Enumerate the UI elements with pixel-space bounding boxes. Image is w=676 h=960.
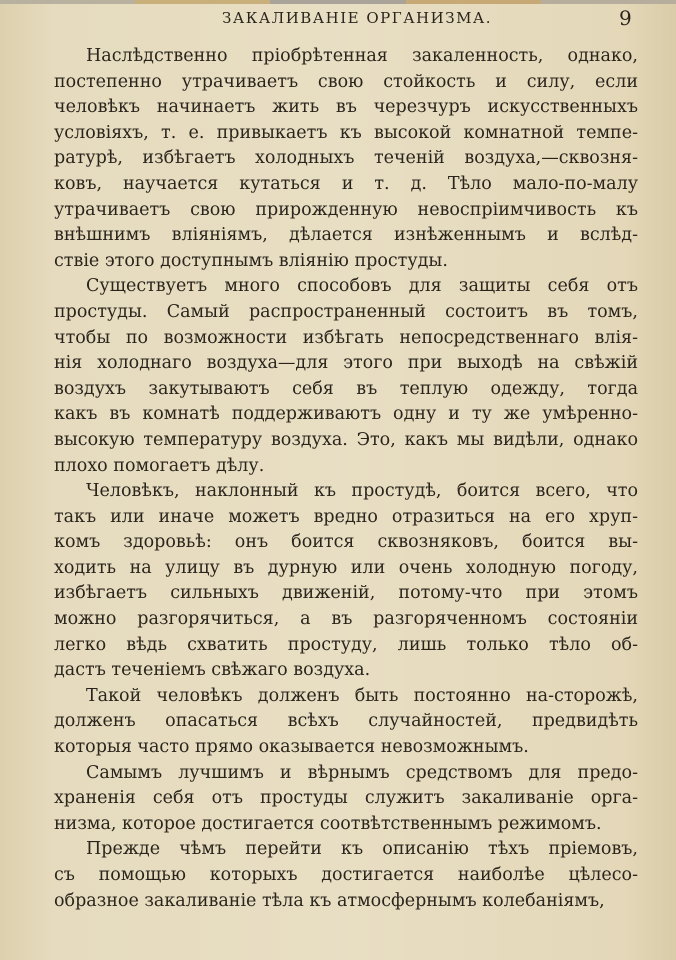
paragraph — [54, 837, 638, 914]
text-line: можно разгорячиться, а въ разгоряченномъ состояніи — [54, 609, 638, 630]
text-line: высокую температуру воздуха. Это, какъ мы видѣли, однако — [54, 429, 638, 450]
text-line: чтобы по возможности избѣгать непосредственнаго влія- — [54, 327, 638, 348]
text-line: утрачиваетъ свою прирожденную невоспріимчивость къ — [54, 199, 638, 220]
text-line: избѣгаетъ сильныхъ движеній, потому-что при этомъ — [54, 583, 638, 604]
text-line: долженъ опасаться всѣхъ случайностей, предвидѣть — [54, 711, 638, 732]
paragraph — [54, 761, 638, 838]
text-line: ходить на улицу въ дурную или очень холодную погоду, — [54, 557, 638, 578]
text-line: Существуетъ много способовъ для защиты себя отъ — [86, 276, 638, 297]
text-line: условіяхъ, т. е. привыкаетъ къ высокой комнатной темпе- — [54, 122, 638, 143]
text-line: ствіе этого доступнымъ вліянію простуды. — [54, 250, 448, 271]
text-line: постепенно утрачиваетъ свою стойкость и силу, если — [54, 71, 638, 92]
text-line: дастъ теченіемъ свѣжаго воздуха. — [54, 660, 371, 681]
text-line: какъ въ комнатѣ поддерживаютъ одну и ту же умѣренно- — [54, 404, 638, 425]
text-line: простуды. Самый распространенный состоитъ въ томъ, — [54, 301, 638, 322]
text-line: Прежде чѣмъ перейти къ описанію тѣхъ пріемовъ, — [86, 839, 638, 860]
page-header — [0, 6, 676, 30]
text-line: плохо помогаетъ дѣлу. — [54, 455, 265, 476]
text-line: такъ или иначе можетъ вредно отразиться на его хруп- — [54, 506, 638, 527]
text-line: ратурѣ, избѣгаетъ холодныхъ теченій воздуха,—сквозня- — [54, 148, 638, 169]
text-line: человѣкъ начинаетъ жить въ черезчуръ искусственныхъ — [54, 97, 638, 118]
text-line: комъ здоровьѣ: онъ боится сквозняковъ, боится вы- — [54, 532, 638, 553]
paragraph — [54, 274, 638, 479]
text-line: воздухъ закутываютъ себя въ теплую одежду, тогда — [54, 378, 638, 399]
text-line: Наслѣдственно пріобрѣтенная закаленность, однако, — [86, 46, 638, 66]
paragraph — [54, 684, 638, 761]
text-line: которыя часто прямо оказывается невозможнымъ. — [54, 737, 529, 758]
text-line: низма, которое достигается соотвѣтственнымъ режимомъ. — [54, 813, 602, 834]
text-line: храненія себя отъ простуды служитъ закаливаніе орга- — [54, 788, 638, 809]
text-line: легко вѣдь схватить простуду, лишь только тѣло об- — [54, 634, 638, 655]
paragraph — [54, 44, 638, 274]
body-text — [54, 44, 638, 914]
text-line: Человѣкъ, наклонный къ простудѣ, боится всего, что — [86, 481, 638, 502]
scan-edge-strip — [0, 0, 676, 4]
text-line: Такой человѣкъ долженъ быть постоянно на-сторожѣ, — [86, 685, 638, 706]
page-number: 9 — [619, 6, 632, 30]
text-line: Самымъ лучшимъ и вѣрнымъ средствомъ для предо- — [86, 762, 638, 783]
paragraph — [54, 479, 638, 684]
text-line: съ помощью которыхъ достигается наиболѣе цѣлесо- — [54, 865, 638, 885]
running-title: ЗАКАЛИВАНIЕ ОРГАНИЗМА. — [222, 9, 493, 27]
text-line: нія холоднаго воздуха—для этого при выходѣ на свѣжій — [54, 353, 638, 374]
text-line: внѣшнимъ вліяніямъ, дѣлается изнѣженнымъ и вслѣд- — [54, 225, 638, 246]
text-line: ковъ, научается кутаться и т. д. Тѣло мало-по-малу — [54, 173, 638, 194]
text-line: образное закаливаніе тѣла къ атмосфернымъ колебаніямъ, — [54, 890, 605, 911]
